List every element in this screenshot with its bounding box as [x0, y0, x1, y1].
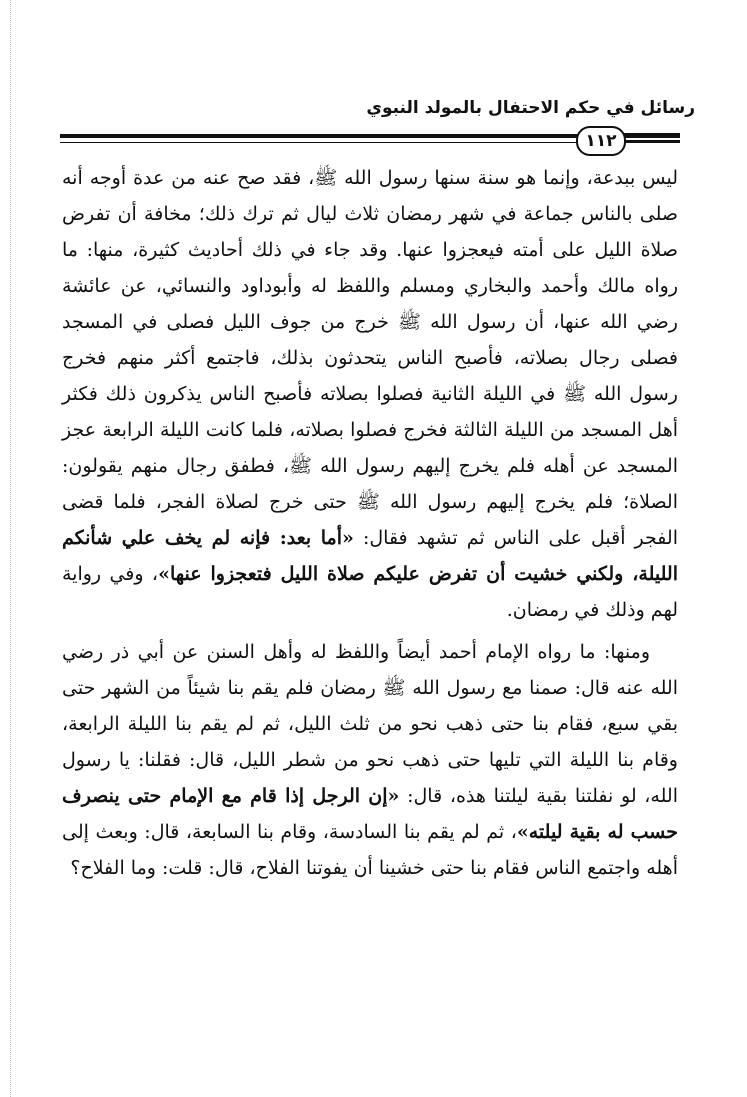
hadith-quote-1: «أما بعد: فإنه لم يخف علي شأنكم الليلة، ولكني خشيت أن تفرض عليكم صلاة الليل فتعجزوا عنها» [62, 527, 678, 585]
header-rule-right-upper [624, 133, 680, 135]
paragraph-1 [62, 160, 678, 628]
paragraph-2-tail: ، ثم لم يقم بنا السادسة، وقام بنا السابعة، قال: وبعث إلى أهله واجتمع الناس فقام بنا حتى خشينا أن يفوتنا الفلاح، قال: قلت: وما الفلاح؟ [62, 821, 678, 879]
hadith-quote-2: «إن الرجل إذا قام مع الإمام حتى ينصرف حسب له بقية ليلته» [62, 785, 678, 843]
paragraph-1-text: ليس ببدعة، وإنما هو سنة سنها رسول الله ﷺ، فقد صح عنه من عدة أوجه أنه صلى بالناس جماعة في شهر رمضان ثلاث ليال ثم ترك ذلك؛ مخافة أن تفرض صلاة الليل على أمته فيعجزوا عنها. وقد جاء في ذلك أحاديث كثيرة، منها: ما رواه مالك وأحمد والبخاري ومسلم واللفظ له وأبوداود والنسائي، عن عائشة رضي الله عنها، أن رسول الله ﷺ خرج من جوف الليل فصلى في المسجد فصلى رجال بصلاته، فأصبح الناس يتحدثون بذلك، فاجتمع أكثر منهم فخرج رسول الله ﷺ في الليلة الثانية فصلوا بصلاته فأصبح الناس يذكرون ذلك فكثر أهل المسجد من الليلة الثالثة فخرج فصلوا بصلاته، فلما كانت الليلة الرابعة عجز المسجد عن أهله فلم يخرج إليهم رسول الله ﷺ، فطفق رجال منهم يقولون: الصلاة؛ فلم يخرج إليهم رسول الله ﷺ حتى خرج لصلاة الفجر، فلما قضى الفجر أقبل على الناس ثم تشهد فقال: [62, 167, 678, 549]
running-header-title: رسائل في حكم الاحتفال بالمولد النبوي [366, 98, 695, 118]
scan-edge-dots [10, 0, 11, 1097]
header-rule-right-lower [624, 140, 680, 142]
body-text [62, 160, 678, 886]
paragraph-1-tail: ، وفي رواية لهم وذلك في رمضان. [62, 563, 678, 621]
page-number: ١١٢ [576, 126, 626, 156]
paragraph-2 [62, 634, 678, 886]
paragraph-2-text: ومنها: ما رواه الإمام أحمد أيضاً واللفظ له وأهل السنن عن أبي ذر رضي الله عنه قال: صمنا مع رسول الله ﷺ رمضان فلم يقم بنا شيئاً من الشهر حتى بقي سبع، فقام بنا حتى ذهب نحو من ثلث الليل، ثم لم يقم بنا الليلة الرابعة، وقام بنا الليلة التي تليها حتى ذهب نحو من شطر الليل، قال: فقلنا: يا رسول الله، لو نفلتنا بقية ليلتنا هذه، قال: [62, 641, 678, 807]
